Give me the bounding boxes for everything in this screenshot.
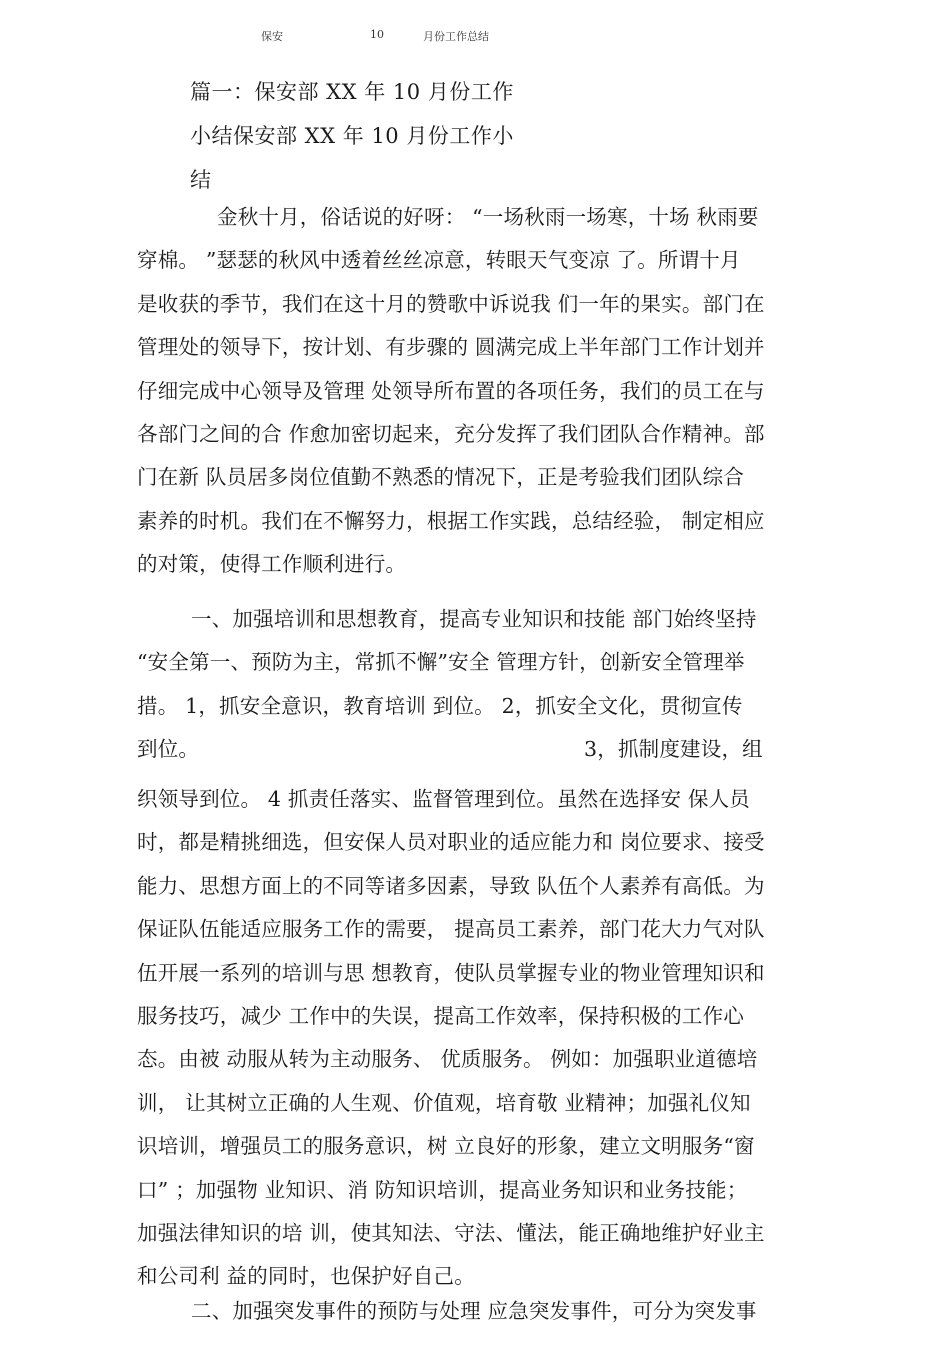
- paragraph-line: 是收获的季节，我们在这十月的赞歌中诉说我 们一年的果实。部门在: [137, 291, 765, 316]
- paragraph-line: 加强法律知识的培 训，使其知法、守法、懂法，能正确地维护好业主: [137, 1220, 765, 1245]
- title-line: 小结保安部 XX 年 10 月份工作小: [190, 124, 514, 148]
- paragraph-line: 时，都是精挑细选，但安保人员对职业的适应能力和 岗位要求、接受: [137, 830, 765, 855]
- paragraph-line: 素养的时机。我们在不懈努力，根据工作实践，总结经验， 制定相应: [137, 508, 765, 533]
- paragraph-line: 识培训，增强员工的服务意识，树 立良好的形象，建立文明服务“窗: [137, 1134, 755, 1159]
- paragraph-line: 仔细完成中心领导及管理 处领导所布置的各项任务，我们的员工在与: [137, 378, 765, 403]
- paragraph-line: 措。 1，抓安全意识，教育培训 到位。 2，抓安全文化，贯彻宣传: [137, 693, 743, 718]
- section-one-paragraph: [137, 598, 813, 772]
- paragraph-line: 伍开展一系列的培训与思 想教育，使队员掌握专业的物业管理知识和: [137, 960, 765, 985]
- header-right-text: 月份工作总结: [423, 30, 489, 43]
- paragraph-line: 门在新 队员居多岗位值勤不熟悉的情况下，正是考验我们团队综合: [137, 465, 745, 490]
- paragraph-line: 二、加强突发事件的预防与处理 应急突发事件，可分为突发事: [191, 1299, 757, 1323]
- header-month-number: 10: [370, 28, 384, 41]
- paragraph-line: 穿棉。 ”瑟瑟的秋风中透着丝丝凉意，转眼天气变凉 了。所谓十月: [137, 248, 741, 273]
- paragraph-line: “安全第一、预防为主，常抓不懈”安全 管理方针，创新安全管理举: [137, 650, 745, 675]
- paragraph-line: 能力、思想方面上的不同等诸多因素，导致 队伍个人素养有高低。为: [137, 873, 765, 898]
- paragraph-line: 服务技巧，减少 工作中的失误，提高工作效率，保持积极的工作心: [137, 1003, 745, 1028]
- paragraph-line: 的对策，使得工作顺利进行。: [137, 552, 407, 577]
- section-one-continued-paragraph: [137, 778, 813, 1299]
- paragraph-line: [137, 728, 813, 771]
- paragraph-line: 管理处的领导下，按计划、有步骤的 圆满完成上半年部门工作计划并: [137, 335, 765, 360]
- paragraph-line: 保证队伍能适应服务工作的需要， 提高员工素养，部门花大力气对队: [137, 917, 765, 942]
- title-line: 结: [190, 168, 212, 192]
- intro-paragraph: [137, 196, 813, 587]
- header-left-text: 保安: [261, 30, 283, 43]
- paragraph-line: 训， 让其树立正确的人生观、价值观，培育敬 业精神；加强礼仪知: [137, 1090, 751, 1115]
- section-two-paragraph: [137, 1290, 813, 1333]
- paragraph-line: 各部门之间的合 作愈加密切起来，充分发挥了我们团队合作精神。部: [137, 421, 765, 446]
- line-left-segment: 到位。: [137, 737, 200, 762]
- paragraph-line: 口” ；加强物 业知识、消 防知识培训，提高业务知识和业务技能；: [137, 1177, 748, 1202]
- paragraph-line: 金秋十月，俗话说的好呀： “一场秋雨一场寒，十场 秋雨要: [217, 205, 759, 229]
- title-line: 篇一：保安部 XX 年 10 月份工作: [190, 80, 514, 104]
- paragraph-line: 织领导到位。 4 抓责任落实、监督管理到位。虽然在选择安 保人员: [137, 787, 750, 811]
- paragraph-line: 和公司利 益的同时，也保护好自己。: [137, 1264, 475, 1289]
- page-header: [0, 28, 950, 46]
- paragraph-line: 一、加强培训和思想教育，提高专业知识和技能 部门始终坚持: [191, 607, 757, 631]
- document-title: [190, 70, 550, 202]
- paragraph-line: 态。由被 动服从转为主动服务、 优质服务。 例如：加强职业道德培: [137, 1047, 758, 1072]
- line-right-segment: 3，抓制度建设，组: [584, 737, 763, 762]
